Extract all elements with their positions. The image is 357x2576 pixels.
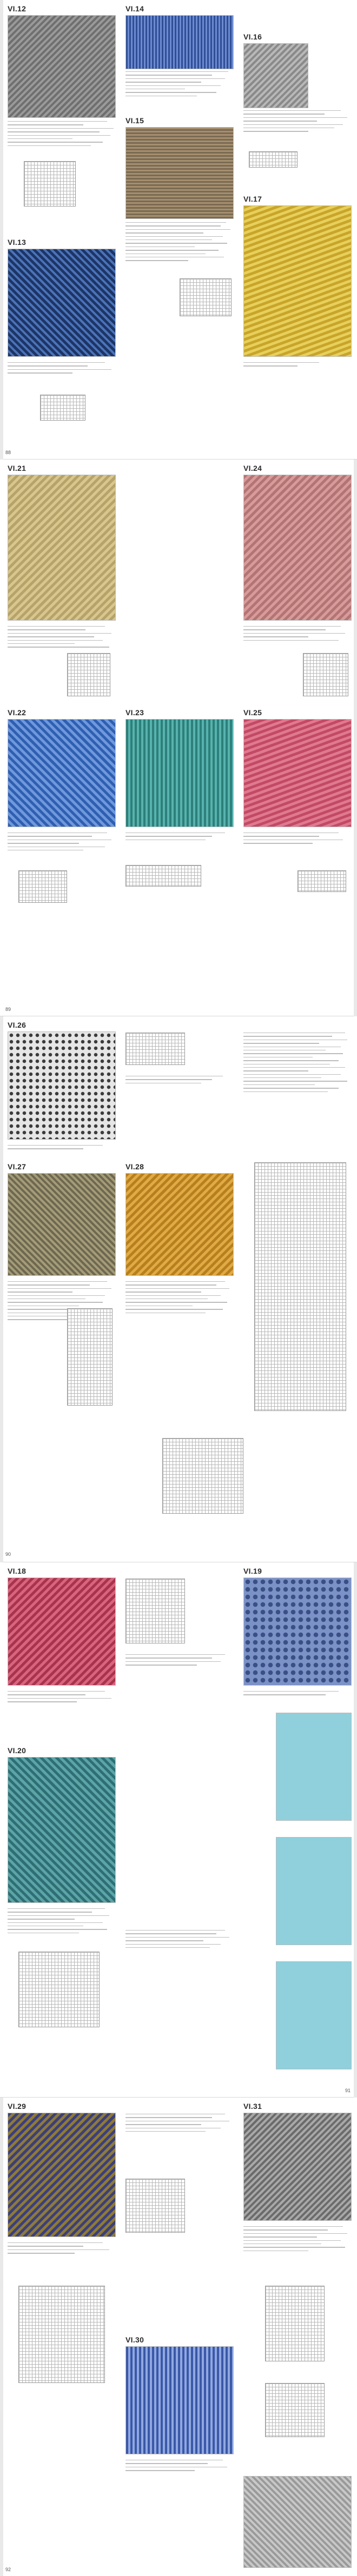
- section-title: VI.15: [125, 116, 144, 125]
- stitch-photo: [125, 1173, 234, 1276]
- stitch-chart: [254, 1162, 346, 1411]
- page-side-stripe: [354, 460, 357, 1016]
- stitch-chart: [125, 865, 201, 887]
- stitch-chart: [40, 395, 85, 421]
- page-number: 91: [345, 2088, 351, 2093]
- section-title: VI.18: [8, 1567, 27, 1575]
- instructions-text: [8, 626, 116, 650]
- section-vi31: [243, 2102, 352, 2221]
- page-side-stripe: [0, 1016, 3, 1562]
- section-vi12: [8, 4, 116, 118]
- section-vi17: [243, 195, 352, 357]
- instructions-text: [125, 2114, 234, 2134]
- instructions-text: [125, 1930, 234, 1951]
- stitch-chart: [180, 278, 232, 316]
- page-side-stripe: [354, 1562, 357, 2098]
- stitch-photo: [125, 719, 234, 827]
- instructions-text: [243, 2226, 352, 2254]
- page-90: [0, 1016, 357, 1562]
- instructions-text: [243, 626, 352, 643]
- section-vi25: [243, 708, 352, 827]
- stitch-photo: [8, 475, 116, 621]
- section-title: VI.16: [243, 32, 262, 41]
- section-vi19: [243, 1567, 352, 1686]
- instructions-text: [8, 362, 116, 376]
- stitch-chart: [265, 2383, 325, 2437]
- instructions-text: [125, 71, 234, 99]
- section-title: VI.31: [243, 2102, 262, 2111]
- section-vi29: [8, 2102, 116, 2237]
- section-title: VI.22: [8, 708, 27, 717]
- instructions-text: [8, 833, 116, 853]
- section-title: VI.25: [243, 708, 262, 717]
- stitch-chart: [125, 1579, 185, 1643]
- instructions-text: [243, 1033, 352, 1095]
- stitch-chart: [298, 870, 346, 892]
- section-title: VI.17: [243, 195, 262, 203]
- stitch-chart: [265, 2286, 325, 2361]
- section-title: VI.27: [8, 1162, 27, 1171]
- instructions-text: [8, 1691, 116, 1705]
- stitch-chart: [18, 1952, 100, 2027]
- stitch-chart: [67, 1308, 113, 1406]
- page-number: 90: [5, 1552, 11, 1557]
- stitch-photo: [8, 719, 116, 827]
- stitch-chart: [67, 653, 110, 696]
- section-title: VI.14: [125, 4, 144, 13]
- stitch-photo: [8, 15, 116, 118]
- section-title: VI.28: [125, 1162, 144, 1171]
- stitch-photo: [8, 1031, 116, 1140]
- stitch-photo: [8, 1577, 116, 1686]
- instructions-text: [243, 362, 352, 369]
- stitch-photo: [8, 2113, 116, 2237]
- section-vi30: [125, 2335, 234, 2454]
- section-title: VI.21: [8, 464, 27, 472]
- page-side-stripe: [0, 0, 3, 460]
- page-91: [0, 1562, 357, 2098]
- section-title: VI.26: [8, 1021, 27, 1029]
- section-vi24: [243, 464, 352, 621]
- section-title: VI.12: [8, 4, 27, 13]
- stitch-photo: [243, 719, 352, 827]
- page-side-stripe: [0, 2098, 3, 2576]
- section-title: VI.23: [125, 708, 144, 717]
- section-vi16: [243, 32, 352, 108]
- section-title: VI.30: [125, 2335, 144, 2344]
- stitch-chart: [18, 2286, 105, 2383]
- section-vi14: [125, 4, 234, 69]
- section-vi27: [8, 1162, 116, 1276]
- stitch-chart: [303, 653, 348, 696]
- stitch-photo: [243, 205, 352, 357]
- stitch-chart: [162, 1438, 243, 1514]
- section-title: VI.19: [243, 1567, 262, 1575]
- section-vi20: [8, 1746, 116, 1903]
- section-title: VI.29: [8, 2102, 27, 2111]
- page-89: [0, 460, 357, 1016]
- instructions-text: [125, 1076, 234, 1086]
- section-title: VI.20: [8, 1746, 27, 1755]
- stitch-photo: [243, 1577, 352, 1686]
- instructions-text: [8, 1908, 116, 1936]
- instructions-text: [8, 2242, 116, 2257]
- stitch-photo: [125, 15, 234, 69]
- section-vi21: [8, 464, 116, 621]
- step-photo: [276, 1961, 352, 2069]
- stitch-photo: [125, 127, 234, 219]
- section-vi26: [8, 1021, 116, 1140]
- stitch-chart: [125, 1033, 185, 1065]
- section-title: VI.24: [243, 464, 262, 472]
- instructions-text: [243, 1691, 352, 1698]
- step-photo: [276, 1837, 352, 1945]
- step-photo: [276, 1713, 352, 1821]
- section-vi28: [125, 1162, 234, 1276]
- instructions-text: [125, 222, 234, 264]
- stitch-chart: [125, 2179, 185, 2233]
- instructions-text: [125, 833, 234, 843]
- section-vi22: [8, 708, 116, 827]
- instructions-text: [125, 2460, 234, 2474]
- section-vi23: [125, 708, 234, 827]
- instructions-text: [8, 1145, 116, 1152]
- stitch-photo: [243, 43, 308, 108]
- instructions-text: [8, 121, 116, 149]
- stitch-chart: [249, 151, 298, 168]
- section-vi15: [125, 116, 234, 219]
- page-number: 88: [5, 450, 11, 455]
- instructions-text: [125, 1281, 234, 1316]
- section-vi18: [8, 1567, 116, 1686]
- stitch-photo: [125, 2346, 234, 2454]
- stitch-photo: [8, 249, 116, 357]
- section-vi13: [8, 238, 116, 357]
- section-title: VI.13: [8, 238, 27, 247]
- stitch-chart: [18, 870, 67, 903]
- instructions-text: [243, 833, 352, 847]
- stitch-photo: [8, 1757, 116, 1903]
- page-number: 92: [5, 2567, 11, 2572]
- page-92: [0, 2098, 357, 2576]
- page-88: [0, 0, 357, 460]
- stitch-photo: [243, 2476, 352, 2568]
- page-number: 89: [5, 1007, 11, 1012]
- stitch-chart: [24, 161, 76, 207]
- stitch-photo: [243, 2113, 352, 2221]
- instructions-text: [243, 110, 352, 135]
- stitch-photo: [243, 475, 352, 621]
- stitch-photo: [8, 1173, 116, 1276]
- instructions-text: [125, 1654, 234, 1668]
